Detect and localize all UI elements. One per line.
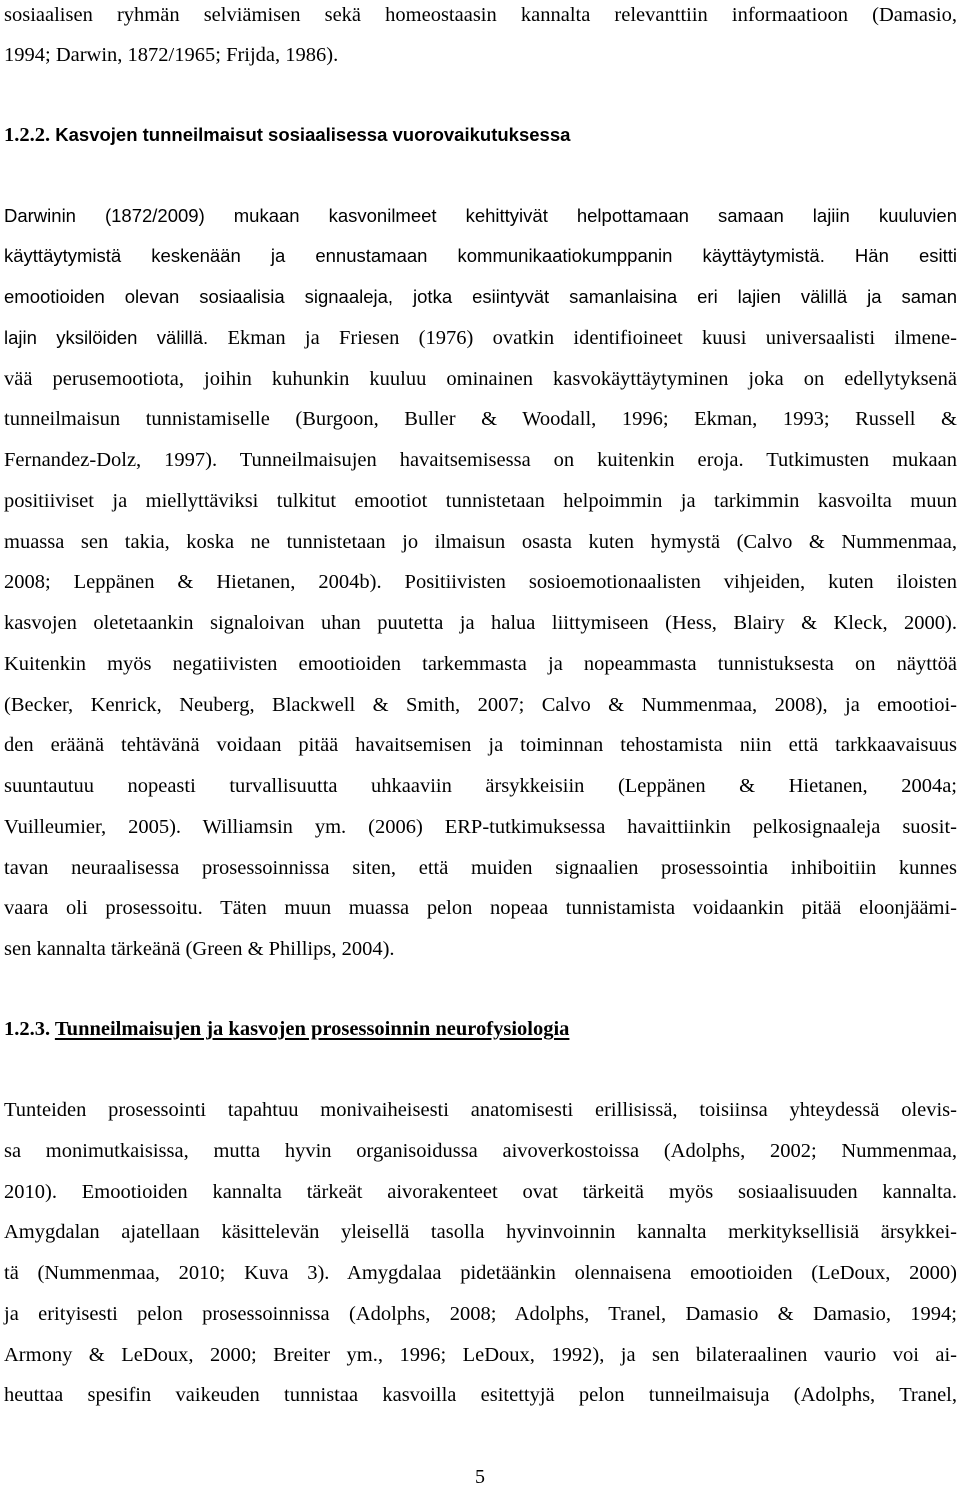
body-text-line: positiiviset ja miellyttäviksi tulkitut emootiot tunnistetaan helpoimmin ja tarkimmin kasvoilta muun [4,490,957,512]
body-text-line: Armony & LeDoux, 2000; Breiter ym., 1996; LeDoux, 1992), ja sen bilateraalinen vaurio voi ai- [4,1344,957,1366]
body-text-line: Vuilleumier, 2005). Williamsin ym. (2006) ERP-tutkimuksessa havaittiinkin pelkosignaaleja suosit- [4,816,957,838]
body-text-line: käyttäytymistä keskenään ja ennustamaan kommunikaatiokumppanin käyttäytymistä. Hän esitti [4,245,957,266]
body-text-line: kasvojen oletetaankin signaloivan uhan puutetta ja halua liittymiseen (Hess, Blairy & Kleck, 2000). [4,612,957,634]
body-text-line: tunneilmaisun tunnistamiselle (Burgoon, Buller & Woodall, 1996; Ekman, 1993; Russell & [4,408,957,430]
body-text-line: (Becker, Kenrick, Neuberg, Blackwell & Smith, 2007; Calvo & Nummenmaa, 2008), ja emootioi- [4,694,957,716]
section-title: Tunneilmaisujen ja kasvojen prosessoinnin neurofysiologia [54,1018,570,1040]
body-text-line: vaara oli prosessoitu. Täten muun muassa pelon nopeaa tunnistamista voidaankin pitää eloonjäämi- [4,897,957,919]
body-text-line: suuntautuu nopeasti turvallisuutta uhkaaviin ärsykkeisiin (Leppänen & Hietanen, 2004a; [4,775,957,797]
body-text-line: 2008; Leppänen & Hietanen, 2004b). Positiivisten sosioemotionaalisten vihjeiden, kuten iloisten [4,571,957,593]
body-text-line: tavan neuraalisessa prosessoinnissa siten, että muiden signaalien prosessointia inhiboitiin kunnes [4,857,957,879]
body-text-line: sosiaalisen ryhmän selviämisen sekä homeostaasin kannalta relevanttiin informaatioon (Damasio, [4,4,957,26]
body-text-line: Kuitenkin myös negatiivisten emootioiden tarkemmasta ja nopeammasta tunnistuksesta on näyttöä [4,653,957,675]
body-text-segment: Ekman ja Friesen (1976) ovatkin identifioineet kuusi universaalisti ilmene- [227,327,957,349]
body-text-line: 2010). Emootioiden kannalta tärkeät aivorakenteet ovat tärkeitä myös sosiaalisuuden kannalta. [4,1181,957,1203]
body-text-line: sa monimutkaisissa, mutta hyvin organisoidussa aivoverkostoissa (Adolphs, 2002; Nummenmaa, [4,1140,957,1162]
body-text-line: Fernandez-Dolz, 1997). Tunneilmaisujen havaitsemisessa on kuitenkin eroja. Tutkimusten mukaan [4,449,957,471]
page-number: 5 [475,1466,485,1488]
section-heading-1-2-3 [4,1016,957,1042]
body-text-line: Tunteiden prosessointi tapahtuu monivaiheisesti anatomisesti erillisissä, toisiinsa yhteydessä olevis- [4,1099,957,1121]
body-text-line: muassa sen takia, koska ne tunnistetaan jo ilmaisun osasta kuten hymystä (Calvo & Nummenmaa, [4,531,957,553]
section-number: 1.2.2. [4,124,51,146]
body-text-line: emootioiden olevan sosiaalisia signaaleja, jotka esiintyvät samanlaisina eri lajien välillä ja saman [4,286,957,307]
body-text-line: heuttaa spesifin vaikeuden tunnistaa kasvoilla esitettyjä pelon tunneilmaisuja (Adolphs, Tranel, [4,1384,957,1406]
body-text-line: vää perusemootiota, joihin kuhunkin kuuluu ominainen kasvokäyttäytyminen joka on edellytyksenä [4,368,957,390]
body-text-line: Darwinin (1872/2009) mukaan kasvonilmeet kehittyivät helpottamaan samaan lajiin kuuluvien [4,205,957,226]
body-text-line: Amygdalan ajatellaan käsittelevän yleisellä tasolla hyvinvoinnin kannalta merkityksellisiä ärsykkei- [4,1221,957,1243]
body-text-line: 1994; Darwin, 1872/1965; Frijda, 1986). [4,44,339,66]
body-text-line [4,325,957,351]
section-title: Kasvojen tunneilmaisut sosiaalisessa vuorovaikutuksessa [55,124,571,145]
section-number: 1.2.3. [4,1018,51,1040]
body-text-line: den eräänä tehtävänä voidaan pitää havaitsemisen ja toiminnan tehostamista niin että tarkkaavaisuus [4,734,957,756]
body-text-line: ja erityisesti pelon prosessoinnissa (Adolphs, 2008; Adolphs, Tranel, Damasio & Damasio, 1994; [4,1303,957,1325]
body-text-line: tä (Nummenmaa, 2010; Kuva 3). Amygdalaa pidetäänkin olennaisena emootioiden (LeDoux, 2000) [4,1262,957,1284]
section-heading-1-2-2 [4,122,957,148]
body-text-line: sen kannalta tärkeänä (Green & Phillips, 2004). [4,938,395,960]
body-text-segment: lajin yksilöiden välillä. [4,327,209,348]
